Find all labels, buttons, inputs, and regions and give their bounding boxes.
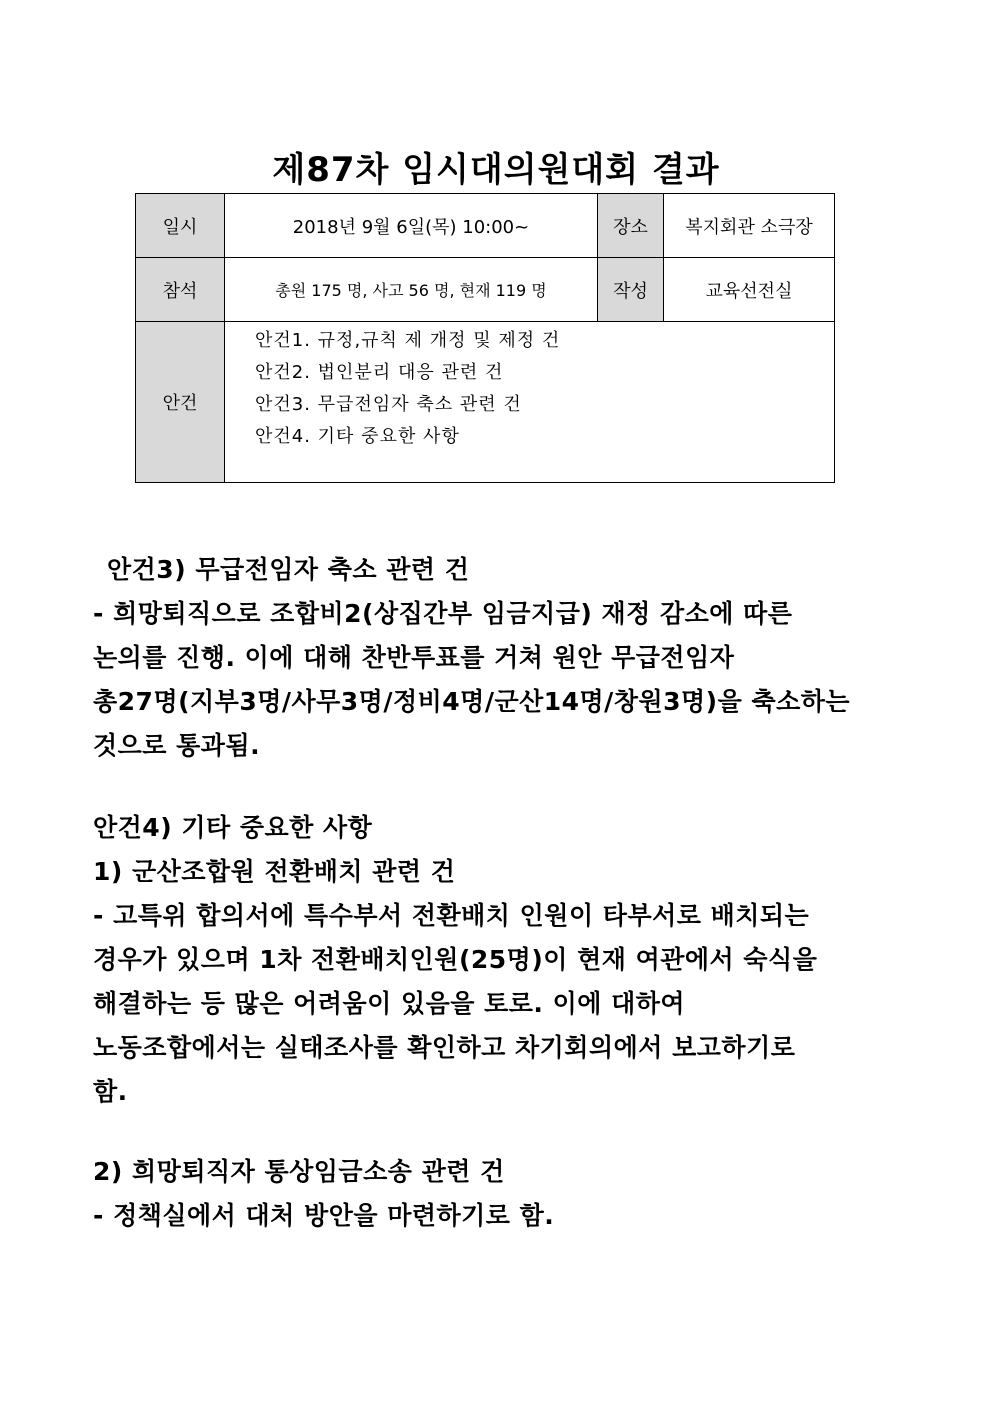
section3-line: 총27명(지부3명/사무3명/정비4명/군산14명/창원3명)을 축소하는 [93,687,851,716]
attendance-value: 총원 175 명, 사고 56 명, 현재 119 명 [225,258,598,322]
section4-sub1-line: 해결하는 등 많은 어려움이 있음을 토로. 이에 대하여 [93,989,686,1018]
author-label: 작성 [598,258,664,322]
section4-sub1-heading: 1) 군산조합원 전환배치 관련 건 [93,857,456,886]
date-value: 2018년 9월 6일(목) 10:00~ [225,194,598,258]
agenda-item: 안건3. 무급전임자 축소 관련 건 [255,394,522,415]
section4-sub1-line: - 고특위 합의서에 특수부서 전환배치 인원이 타부서로 배치되는 [93,901,810,930]
info-row-agenda [136,322,835,483]
info-row-date [136,194,835,258]
agenda-item: 안건4. 기타 중요한 사항 [255,426,460,447]
section3-line: 논의를 진행. 이에 대해 찬반투표를 거쳐 원안 무급전임자 [93,643,735,672]
section4-sub2-line: - 정책실에서 대처 방안을 마련하기로 함. [93,1201,555,1230]
section-agenda4-sub2 [93,1150,923,1238]
section4-sub2-heading: 2) 희망퇴직자 통상임금소송 관련 건 [93,1157,505,1186]
section3-heading: 안건3) 무급전임자 축소 관련 건 [107,555,470,584]
agenda-item: 안건1. 규정,규칙 제 개정 및 제정 건 [255,330,561,351]
section3-line: - 희망퇴직으로 조합비2(상집간부 임금지급) 재정 감소에 따른 [93,599,793,628]
info-row-attendance [136,258,835,322]
section4-sub1-line: 경우가 있으며 1차 전환배치인원(25명)이 현재 여관에서 숙식을 [93,945,818,974]
attendance-label: 참석 [136,258,225,322]
section3-line: 것으로 통과됨. [93,731,261,760]
section4-sub1-line: 함. [93,1077,128,1106]
document-title: 제87차 임시대의원대회 결과 [272,150,720,190]
section-agenda4 [93,806,923,1114]
agenda-item: 안건2. 법인분리 대응 관련 건 [255,362,504,383]
place-label: 장소 [598,194,664,258]
meeting-info-table [135,193,835,483]
section4-sub1-line: 노동조합에서는 실태조사를 확인하고 차기회의에서 보고하기로 [93,1033,796,1062]
section-agenda3 [93,548,923,768]
author-value: 교육선전실 [664,258,835,322]
date-label: 일시 [136,194,225,258]
agenda-list [225,325,834,479]
section4-heading: 안건4) 기타 중요한 사항 [93,813,373,842]
place-value: 복지회관 소극장 [664,194,835,258]
agenda-cell [225,322,835,483]
agenda-label: 안건 [136,322,225,483]
